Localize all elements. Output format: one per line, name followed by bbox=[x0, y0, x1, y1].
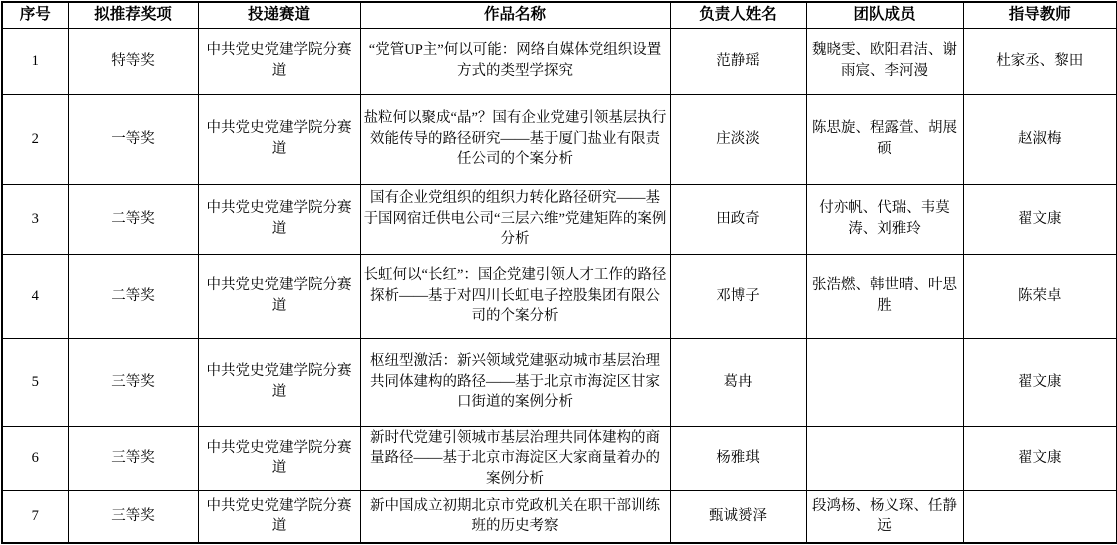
table-row bbox=[2, 338, 1117, 426]
cell-award: 一等奖 bbox=[68, 94, 198, 184]
cell-award: 三等奖 bbox=[68, 491, 198, 543]
cell-no: 1 bbox=[2, 28, 68, 94]
header-no: 序号 bbox=[2, 2, 68, 28]
cell-no: 2 bbox=[2, 94, 68, 184]
header-award: 拟推荐奖项 bbox=[68, 2, 198, 28]
cell-leader: 范静瑶 bbox=[670, 28, 806, 94]
cell-title: 新中国成立初期北京市党政机关在职干部训练班的历史考察 bbox=[360, 491, 670, 543]
cell-team: 魏晓雯、欧阳君洁、谢雨宸、李河漫 bbox=[806, 28, 963, 94]
table-row bbox=[2, 184, 1117, 254]
cell-team: 付亦帆、代瑞、韦莫涛、刘雅玲 bbox=[806, 184, 963, 254]
cell-award: 特等奖 bbox=[68, 28, 198, 94]
cell-team: 陈思旋、程露萱、胡展硕 bbox=[806, 94, 963, 184]
cell-title: 国有企业党组织的组织力转化路径研究——基于国网宿迁供电公司“三层六维”党建矩阵的案例分析 bbox=[360, 184, 670, 254]
cell-no: 3 bbox=[2, 184, 68, 254]
cell-advisor: 陈荣卓 bbox=[963, 254, 1117, 338]
cell-team: 张浩燃、韩世晴、叶思胜 bbox=[806, 254, 963, 338]
cell-track: 中共党史党建学院分赛道 bbox=[198, 28, 360, 94]
cell-leader: 田政奇 bbox=[670, 184, 806, 254]
table-row bbox=[2, 94, 1117, 184]
cell-no: 5 bbox=[2, 338, 68, 426]
cell-award: 三等奖 bbox=[68, 426, 198, 491]
cell-no: 4 bbox=[2, 254, 68, 338]
cell-leader: 邓博子 bbox=[670, 254, 806, 338]
table-row bbox=[2, 254, 1117, 338]
cell-team bbox=[806, 426, 963, 491]
cell-track: 中共党史党建学院分赛道 bbox=[198, 491, 360, 543]
header-title: 作品名称 bbox=[360, 2, 670, 28]
cell-track: 中共党史党建学院分赛道 bbox=[198, 338, 360, 426]
cell-team: 段鸿杨、杨义琛、任静远 bbox=[806, 491, 963, 543]
cell-track: 中共党史党建学院分赛道 bbox=[198, 254, 360, 338]
table-row bbox=[2, 426, 1117, 491]
cell-leader: 杨雅琪 bbox=[670, 426, 806, 491]
header-team: 团队成员 bbox=[806, 2, 963, 28]
header-advisor: 指导教师 bbox=[963, 2, 1117, 28]
cell-track: 中共党史党建学院分赛道 bbox=[198, 426, 360, 491]
cell-advisor: 赵淑梅 bbox=[963, 94, 1117, 184]
cell-advisor bbox=[963, 491, 1117, 543]
cell-team bbox=[806, 338, 963, 426]
table-row bbox=[2, 28, 1117, 94]
cell-title: 长虹何以“长红”：国企党建引领人才工作的路径探析——基于对四川长虹电子控股集团有限公司的个案分析 bbox=[360, 254, 670, 338]
cell-track: 中共党史党建学院分赛道 bbox=[198, 184, 360, 254]
award-recommendation-table bbox=[1, 1, 1117, 544]
header-leader: 负责人姓名 bbox=[670, 2, 806, 28]
cell-no: 6 bbox=[2, 426, 68, 491]
cell-advisor: 翟文康 bbox=[963, 338, 1117, 426]
cell-leader: 甄诚赟泽 bbox=[670, 491, 806, 543]
header-track: 投递赛道 bbox=[198, 2, 360, 28]
cell-award: 二等奖 bbox=[68, 184, 198, 254]
cell-leader: 葛冉 bbox=[670, 338, 806, 426]
cell-title: 新时代党建引领城市基层治理共同体建构的商量路径——基于北京市海淀区大家商量着办的案例分析 bbox=[360, 426, 670, 491]
cell-advisor: 翟文康 bbox=[963, 184, 1117, 254]
header-row bbox=[2, 2, 1117, 28]
cell-award: 二等奖 bbox=[68, 254, 198, 338]
cell-track: 中共党史党建学院分赛道 bbox=[198, 94, 360, 184]
table-row bbox=[2, 491, 1117, 543]
cell-award: 三等奖 bbox=[68, 338, 198, 426]
cell-leader: 庄淡淡 bbox=[670, 94, 806, 184]
cell-advisor: 杜家丞、黎田 bbox=[963, 28, 1117, 94]
cell-title: “党管UP主”何以可能：网络自媒体党组织设置方式的类型学探究 bbox=[360, 28, 670, 94]
cell-title: 枢纽型激活：新兴领域党建驱动城市基层治理共同体建构的路径——基于北京市海淀区甘家口街道的案例分析 bbox=[360, 338, 670, 426]
cell-no: 7 bbox=[2, 491, 68, 543]
cell-title: 盐粒何以聚成“晶”？国有企业党建引领基层执行效能传导的路径研究——基于厦门盐业有限责任公司的个案分析 bbox=[360, 94, 670, 184]
cell-advisor: 翟文康 bbox=[963, 426, 1117, 491]
